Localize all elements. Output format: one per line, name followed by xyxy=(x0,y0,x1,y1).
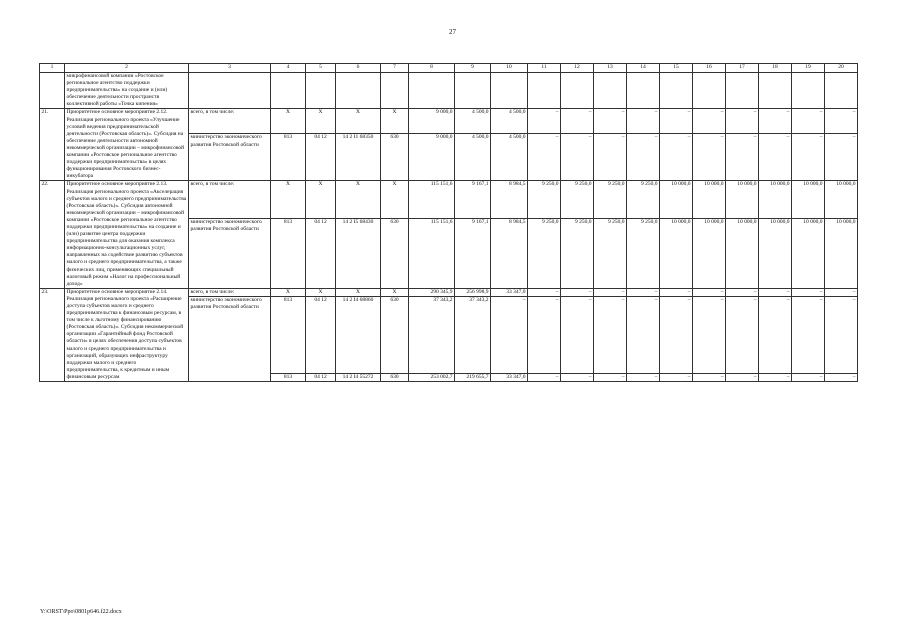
empty-cell xyxy=(759,73,792,109)
amount-cell: 9 250,0 xyxy=(627,218,660,288)
empty-cell xyxy=(726,73,759,109)
amount-cell: – xyxy=(726,296,759,373)
amount-cell: – xyxy=(726,373,759,381)
empty-cell xyxy=(306,73,336,109)
budget-code-cell: X xyxy=(381,109,409,134)
amount-cell: 10 000,0 xyxy=(792,181,825,218)
amount-cell: – xyxy=(528,373,561,381)
column-number: 20 xyxy=(825,64,858,73)
empty-cell xyxy=(627,73,660,109)
empty-cell xyxy=(189,73,271,109)
amount-cell: 4 500,0 xyxy=(455,134,491,181)
budget-code-cell: X xyxy=(306,109,336,134)
column-number: 6 xyxy=(336,64,381,73)
budget-code-cell: 630 xyxy=(381,296,409,373)
amount-cell: 9 250,0 xyxy=(594,218,627,288)
amount-cell: 290 345,9 xyxy=(409,288,455,296)
column-number: 18 xyxy=(759,64,792,73)
amount-cell: 10 000,0 xyxy=(825,181,858,218)
budget-code-cell: 630 xyxy=(381,373,409,381)
column-number: 3 xyxy=(189,64,271,73)
amount-cell: 253 002,7 xyxy=(409,373,455,381)
amount-cell: – xyxy=(825,109,858,134)
amount-cell: 9 250,0 xyxy=(594,181,627,218)
amount-cell: – xyxy=(792,134,825,181)
amount-cell: 115 151,6 xyxy=(409,181,455,218)
activity-description: микрофинансовой компании «Ростовское региональное агентство поддержки предпринимательства» на создание и (или) обеспечение деятельности пространств коллективной работы «Точка кипения» xyxy=(65,73,189,109)
amount-cell: 10 000,0 xyxy=(726,218,759,288)
amount-cell: – xyxy=(660,134,693,181)
budget-code-cell: X xyxy=(336,288,381,296)
amount-cell: – xyxy=(491,296,528,373)
row-number: 21. xyxy=(40,109,65,181)
budget-table xyxy=(39,63,858,382)
column-number: 8 xyxy=(409,64,455,73)
footer-file-path: Y:\ORST\Ppo\0801p646.f22.docx xyxy=(40,609,122,615)
empty-cell xyxy=(693,73,726,109)
budget-code-cell: 14 2 I1 68350 xyxy=(336,134,381,181)
amount-cell: – xyxy=(528,296,561,373)
amount-cell: – xyxy=(693,296,726,373)
amount-cell: – xyxy=(627,288,660,296)
budget-code-cell: X xyxy=(336,109,381,134)
column-number: 16 xyxy=(693,64,726,73)
continuation-row xyxy=(40,73,858,109)
amount-cell: – xyxy=(561,134,594,181)
total-label: всего, в том числе: xyxy=(189,288,271,296)
budget-code-cell: 04 12 xyxy=(306,218,336,288)
amount-cell: – xyxy=(594,109,627,134)
amount-cell: 4 500,0 xyxy=(491,109,528,134)
amount-cell: – xyxy=(627,134,660,181)
empty-cell xyxy=(825,73,858,109)
amount-cell: 10 000,0 xyxy=(693,218,726,288)
total-label: всего, в том числе: xyxy=(189,109,271,134)
budget-code-cell: X xyxy=(381,181,409,218)
column-number: 12 xyxy=(561,64,594,73)
amount-cell: 33 347,0 xyxy=(491,288,528,296)
amount-cell: 256 998,9 xyxy=(455,288,491,296)
amount-cell: 10 000,0 xyxy=(660,181,693,218)
amount-cell: – xyxy=(627,109,660,134)
amount-cell: 37 343,2 xyxy=(455,296,491,373)
amount-cell: – xyxy=(825,288,858,296)
empty-cell xyxy=(660,73,693,109)
amount-cell: 9 167,1 xyxy=(455,181,491,218)
amount-cell: – xyxy=(792,296,825,373)
budget-code-cell: 813 xyxy=(271,134,306,181)
amount-cell: 33 347,0 xyxy=(491,373,528,381)
empty-cell xyxy=(594,73,627,109)
amount-cell: 10 000,0 xyxy=(759,218,792,288)
amount-cell: 9 250,0 xyxy=(528,218,561,288)
amount-cell: – xyxy=(594,134,627,181)
amount-cell: – xyxy=(792,109,825,134)
row-number: 22. xyxy=(40,181,65,288)
column-number: 9 xyxy=(455,64,491,73)
column-number: 1 xyxy=(40,64,65,73)
amount-cell: – xyxy=(792,373,825,381)
amount-cell: – xyxy=(759,288,792,296)
amount-cell: – xyxy=(660,373,693,381)
budget-code-cell: 813 xyxy=(271,296,306,373)
amount-cell: – xyxy=(561,296,594,373)
budget-code-cell: X xyxy=(336,181,381,218)
empty-cell xyxy=(528,73,561,109)
amount-cell: – xyxy=(594,373,627,381)
amount-cell: – xyxy=(528,109,561,134)
budget-code-cell: X xyxy=(381,288,409,296)
amount-cell: 8 984,5 xyxy=(491,218,528,288)
amount-cell: – xyxy=(759,296,792,373)
empty-cell xyxy=(409,73,455,109)
amount-cell: – xyxy=(594,288,627,296)
amount-cell: – xyxy=(660,288,693,296)
amount-cell: – xyxy=(561,109,594,134)
amount-cell: 9 250,0 xyxy=(561,218,594,288)
amount-cell: – xyxy=(693,134,726,181)
empty-cell xyxy=(455,73,491,109)
column-number: 10 xyxy=(491,64,528,73)
budget-code-cell: X xyxy=(271,288,306,296)
column-number: 13 xyxy=(594,64,627,73)
amount-cell: – xyxy=(792,288,825,296)
column-number: 11 xyxy=(528,64,561,73)
amount-cell: 4 500,0 xyxy=(491,134,528,181)
column-number-header-row xyxy=(40,64,858,73)
empty-cell xyxy=(561,73,594,109)
amount-cell: 4 500,0 xyxy=(455,109,491,134)
column-number: 17 xyxy=(726,64,759,73)
budget-code-cell: 813 xyxy=(271,218,306,288)
column-number: 5 xyxy=(306,64,336,73)
empty-cell xyxy=(491,73,528,109)
budget-code-cell: 04 12 xyxy=(306,296,336,373)
amount-cell: – xyxy=(561,288,594,296)
budget-code-cell: 630 xyxy=(381,134,409,181)
empty-cell xyxy=(271,73,306,109)
amount-cell: – xyxy=(660,109,693,134)
amount-cell: – xyxy=(594,296,627,373)
budget-code-cell: 813 xyxy=(271,373,306,381)
amount-cell: 9 250,0 xyxy=(528,181,561,218)
amount-cell: 219 655,7 xyxy=(455,373,491,381)
amount-cell: 10 000,0 xyxy=(693,181,726,218)
amount-cell: 10 000,0 xyxy=(726,181,759,218)
column-number: 2 xyxy=(65,64,189,73)
empty-cell xyxy=(381,73,409,109)
activity-total-row xyxy=(40,288,858,296)
budget-code-cell: 04 12 xyxy=(306,373,336,381)
activity-total-row xyxy=(40,109,858,134)
amount-cell: 10 000,0 xyxy=(660,218,693,288)
row-number-cell xyxy=(40,73,65,109)
budget-code-cell: 04 12 xyxy=(306,134,336,181)
amount-cell: 9 250,0 xyxy=(627,181,660,218)
amount-cell: 9 167,1 xyxy=(455,218,491,288)
activity-description: Приоритетное основное мероприятие 2.13. Реализация регионального проекта «Акселерация субъектов малого и среднего предпринимательства (Ростовская область)». Субсидия автономной некоммерческой организации – микрофинансовой компании «Ростовское региональное агентство поддержки предпринимательства» на создание и (или) развитие центра поддержки предпринимательства для оказания комплекса информационно-консультационных услуг, направленных на содействие развитию субъектов малого и среднего предпринимательства, а также физических лиц, применяющих специальный налоговый режим «Налог на профессиональный доход» xyxy=(65,181,189,288)
amount-cell: 8 984,5 xyxy=(491,181,528,218)
column-number: 4 xyxy=(271,64,306,73)
executor-name: министерство экономического развития Ростовской области xyxy=(189,134,271,181)
activity-description: Приоритетное основное мероприятие 2.12. Реализация регионального проекта «Улучшение условий ведения предпринимательской деятельности (Ростовская область)». Субсидия на обеспечение деятельности автономной некоммерческой организации – микрофинансовой компании «Ростовское региональное агентство поддержки предпринимательства» в целях функционирования Ростовского бизнес-инкубатора xyxy=(65,109,189,181)
amount-cell: 37 343,2 xyxy=(409,296,455,373)
amount-cell: – xyxy=(825,134,858,181)
amount-cell: – xyxy=(660,296,693,373)
amount-cell: – xyxy=(759,134,792,181)
budget-code-cell: 14 2 I5 68430 xyxy=(336,218,381,288)
amount-cell: – xyxy=(726,134,759,181)
empty-cell xyxy=(792,73,825,109)
budget-code-cell: X xyxy=(271,109,306,134)
amount-cell: – xyxy=(528,134,561,181)
amount-cell: 10 000,0 xyxy=(759,181,792,218)
amount-cell: – xyxy=(561,373,594,381)
amount-cell: 9 000,0 xyxy=(409,134,455,181)
column-number: 15 xyxy=(660,64,693,73)
total-label: всего, в том числе: xyxy=(189,181,271,218)
activity-total-row xyxy=(40,181,858,218)
amount-cell: – xyxy=(726,109,759,134)
budget-code-cell: X xyxy=(306,288,336,296)
page-number: 27 xyxy=(449,28,456,36)
activity-description: Приоритетное основное мероприятие 2.14. Реализация регионального проекта «Расширение доступа субъектов малого и среднего предпринимательства к финансовым ресурсам, в том числе к льготному финансированию (Ростовская область)». Субсидия некоммерческой организации «Гарантийный фонд Ростовской области» в целях обеспечения доступа субъектов малого и среднего предпринимательства и организаций, образующих инфраструктуру поддержки малого и среднего предпринимательства, к кредитным и иным финансовым ресурсам xyxy=(65,288,189,381)
executor-name: министерство экономического развития Ростовской области xyxy=(189,218,271,288)
budget-code-cell: X xyxy=(306,181,336,218)
amount-cell: 9 000,0 xyxy=(409,109,455,134)
budget-code-cell: 14 2 I4 55272 xyxy=(336,373,381,381)
amount-cell: – xyxy=(693,373,726,381)
column-number: 19 xyxy=(792,64,825,73)
row-number: 23. xyxy=(40,288,65,381)
column-number: 14 xyxy=(627,64,660,73)
budget-code-cell: 14 2 I4 68860 xyxy=(336,296,381,373)
budget-code-cell: X xyxy=(271,181,306,218)
amount-cell: – xyxy=(693,109,726,134)
budget-code-cell: 630 xyxy=(381,218,409,288)
amount-cell: – xyxy=(759,109,792,134)
amount-cell: – xyxy=(726,288,759,296)
executor-name: министерство экономического развития Ростовской области xyxy=(189,296,271,381)
amount-cell: – xyxy=(627,373,660,381)
amount-cell: – xyxy=(528,288,561,296)
column-number: 7 xyxy=(381,64,409,73)
amount-cell: – xyxy=(825,296,858,373)
amount-cell: 10 000,0 xyxy=(825,218,858,288)
amount-cell: – xyxy=(825,373,858,381)
amount-cell: – xyxy=(759,373,792,381)
amount-cell: 10 000,0 xyxy=(792,218,825,288)
amount-cell: 115 151,6 xyxy=(409,218,455,288)
amount-cell: 9 250,0 xyxy=(561,181,594,218)
amount-cell: – xyxy=(693,288,726,296)
empty-cell xyxy=(336,73,381,109)
amount-cell: – xyxy=(627,296,660,373)
